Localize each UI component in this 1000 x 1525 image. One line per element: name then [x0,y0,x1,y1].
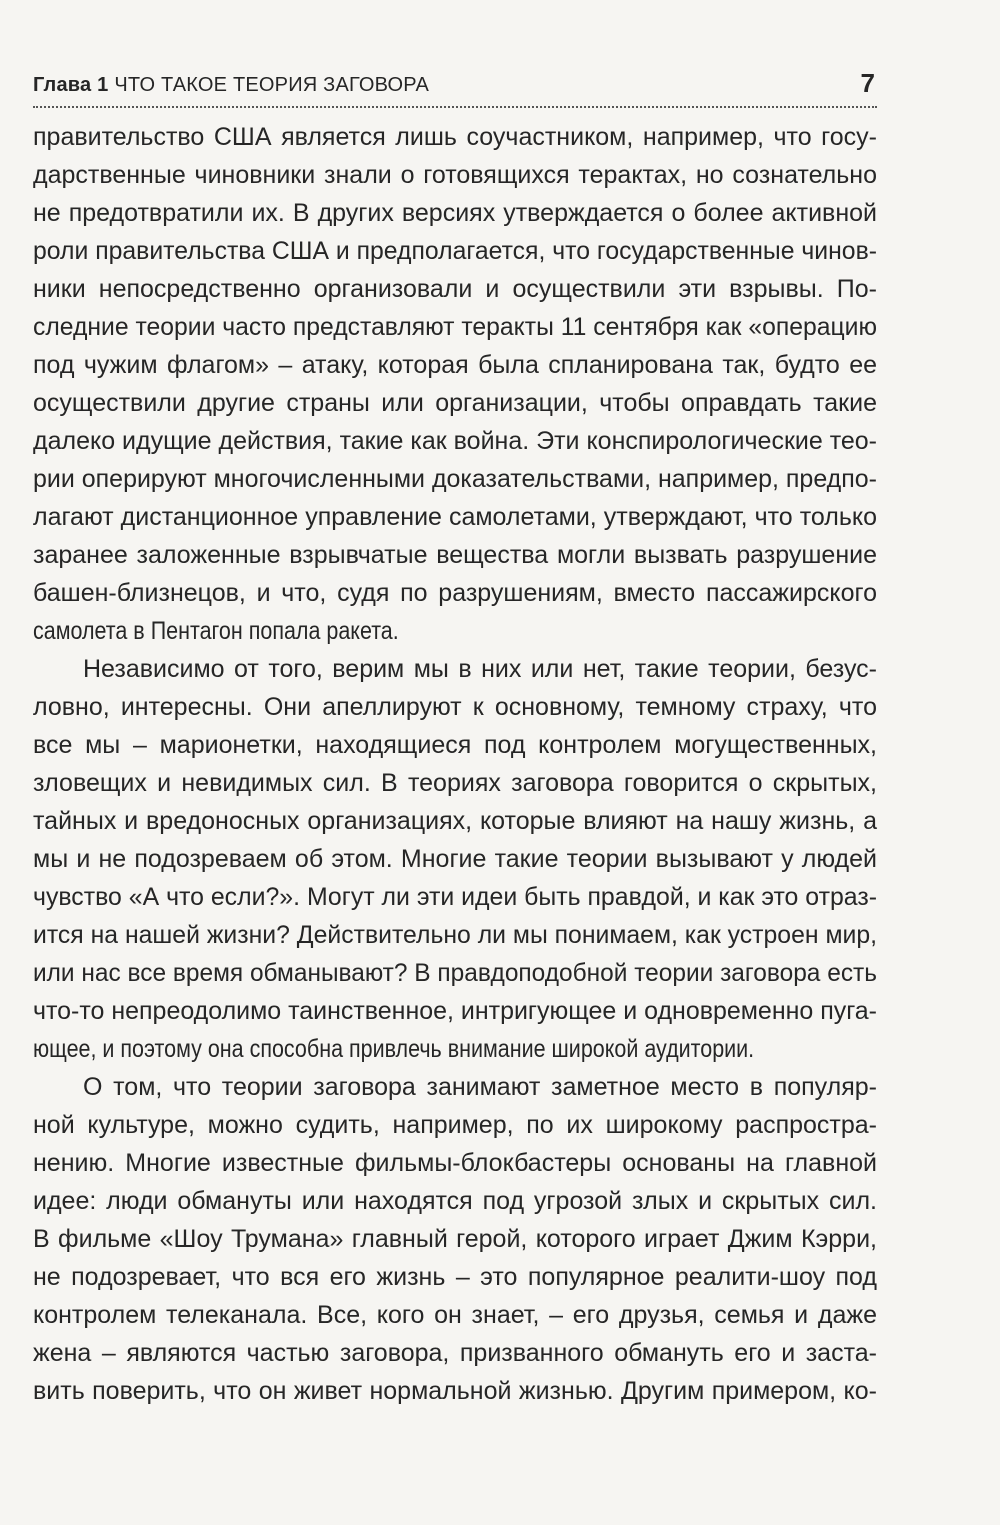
body-text [33,118,877,1410]
text-line: мы и не подозреваем об этом. Многие такие теории вызывают у людей [33,845,877,873]
text-line: что-то непреодолимо таинственное, интригующее и одновременно пуга- [33,997,877,1025]
text-line: осуществили другие страны или организации, чтобы оправдать такие [33,389,877,417]
text-line: ющее, и поэтому она способна привлечь внимание широкой аудитории. [33,1035,755,1063]
text-line: идее: люди обмануты или находятся под угрозой злых и скрытых сил. [33,1187,877,1215]
text-line: ной культуре, можно судить, например, по их широкому распростра- [33,1111,877,1139]
text-line: ится на нашей жизни? Действительно ли мы понимаем, как устроен мир, [33,921,877,949]
text-line: тайных и вредоносных организациях, которые влияют на нашу жизнь, а [33,807,877,835]
text-line: контролем телеканала. Все, кого он знает, – его друзья, семья и даже [33,1301,877,1329]
text-line: не подозревает, что вся его жизнь – это популярное реалити-шоу под [33,1263,877,1291]
text-line: дарственные чиновники знали о готовящихся терактах, но сознательно [33,161,877,189]
text-line: чувство «А что если?». Могут ли эти идеи быть правдой, и как это отраз- [33,883,877,911]
text-line: рии оперируют многочисленными доказательствами, например, предпо- [33,465,877,493]
text-line: лагают дистанционное управление самолетами, утверждают, что только [33,503,877,531]
text-line: жена – являются частью заговора, призванного обмануть его и заста- [33,1339,877,1367]
text-line: роли правительства США и предполагается, что государственные чинов- [33,237,877,265]
page-number: 7 [860,68,875,98]
text-line: самолета в Пентагон попала ракета. [33,617,399,645]
chapter-title: ЧТО ТАКОЕ ТЕОРИЯ ЗАГОВОРА [114,74,430,96]
text-line: зловещих и невидимых сил. В теориях заговора говорится о скрытых, [33,769,877,797]
text-line: вить поверить, что он живет нормальной жизнью. Другим примером, ко- [33,1377,877,1405]
chapter-label [33,74,429,97]
text-line: нению. Многие известные фильмы-блокбастеры основаны на главной [33,1149,877,1177]
text-line: не предотвратили их. В других версиях утверждается о более активной [33,199,877,227]
chapter-number: Глава 1 [33,74,109,96]
paragraph-first-line: Независимо от того, верим мы в них или нет, такие теории, безус- [83,655,877,683]
text-line: башен-близнецов, и что, судя по разрушениям, вместо пассажирского [33,579,877,607]
text-line: следние теории часто представляют теракты 11 сентября как «операцию [33,313,877,341]
text-line: В фильме «Шоу Трумана» главный герой, которого играет Джим Кэрри, [33,1225,877,1253]
text-line: заранее заложенные взрывчатые вещества могли вызвать разрушение [33,541,877,569]
running-header [33,66,877,108]
text-line: далеко идущие действия, такие как война. Эти конспирологические тео- [33,427,877,455]
text-line: или нас все время обманывают? В правдоподобной теории заговора есть [33,959,877,987]
text-line: ловно, интересны. Они апеллируют к основному, темному страху, что [33,693,877,721]
text-line: все мы – марионетки, находящиеся под контролем могущественных, [33,731,877,759]
text-line: под чужим флагом» – атаку, которая была спланирована так, будто ее [33,351,877,379]
paragraph-first-line: О том, что теории заговора занимают заметное место в популяр- [83,1073,877,1101]
text-line: правительство США является лишь соучастником, например, что госу- [33,123,877,151]
text-line: ники непосредственно организовали и осуществили эти взрывы. По- [33,275,877,303]
